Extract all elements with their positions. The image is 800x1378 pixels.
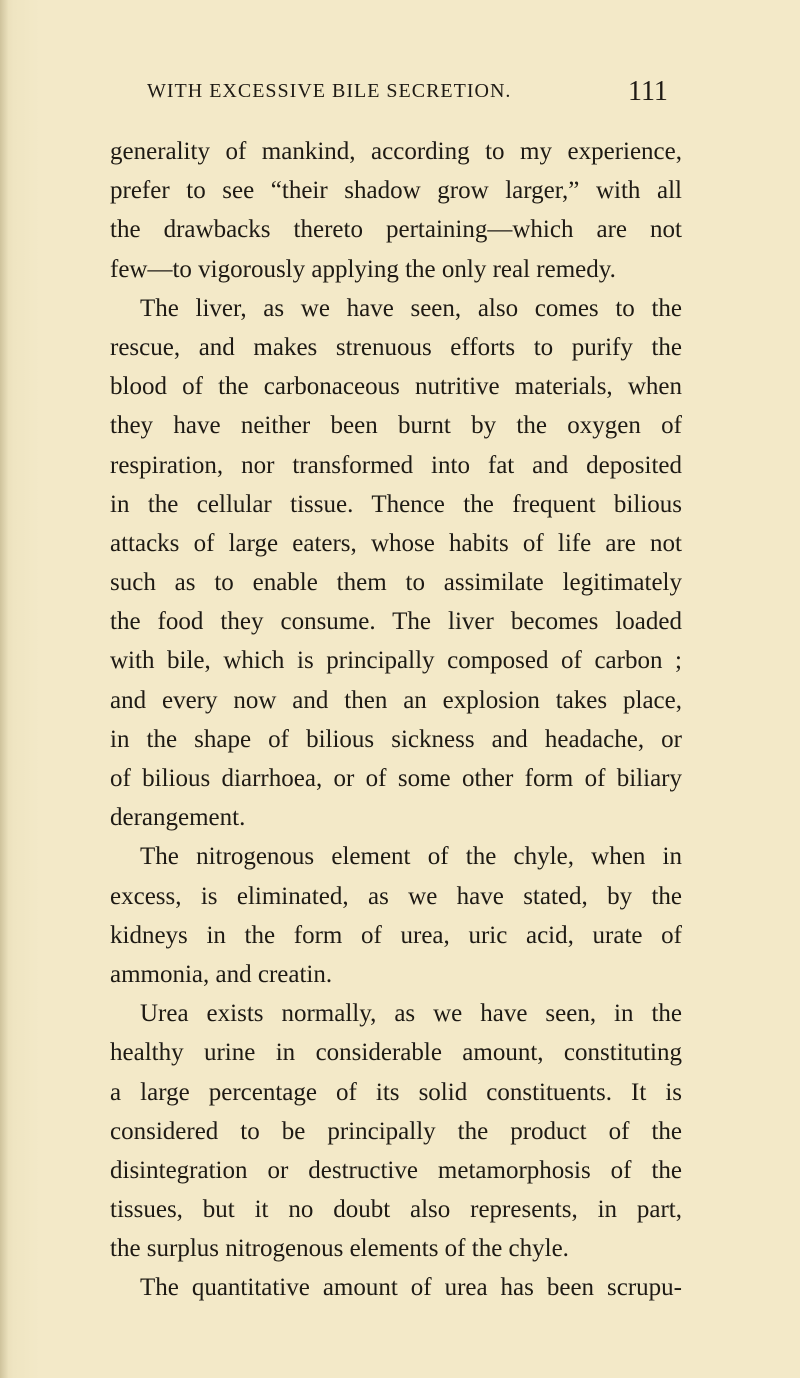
running-head — [0, 76, 800, 110]
text-line: of bilious diarrhoea, or of some other form of biliary — [110, 765, 682, 792]
text-line: they have neither been burnt by the oxygen of — [110, 412, 682, 440]
text-line: excess, is eliminated, as we have stated, by the — [110, 882, 682, 910]
text-line: the food they consume. The liver becomes loaded — [110, 608, 682, 636]
page-number: 111 — [628, 76, 668, 107]
text-line: The quantitative amount of urea has been scrupu- — [140, 1274, 682, 1302]
text-line: generality of mankind, according to my experience, — [110, 138, 682, 165]
page-gutter-shadow — [0, 0, 8, 1378]
text-line: ammonia, and creatin. — [110, 960, 333, 988]
text-line: disintegration or destructive metamorphosis of the — [110, 1156, 682, 1184]
text-line: prefer to see “their shadow grow larger,” with all — [110, 177, 682, 205]
text-line: considered to be principally the product of the — [110, 1117, 682, 1145]
text-line: with bile, which is principally composed of carbon ; — [110, 647, 682, 675]
text-line: The liver, as we have seen, also comes to the — [140, 294, 682, 322]
body-text — [110, 132, 682, 1308]
text-line: tissues, but it no doubt also represents, in part, — [110, 1196, 682, 1224]
text-line: such as to enable them to assimilate legitimately — [110, 569, 682, 597]
text-line: in the cellular tissue. Thence the frequent bilious — [110, 490, 682, 518]
text-line: respiration, nor transformed into fat and deposited — [110, 451, 682, 479]
text-line: the surplus nitrogenous elements of the chyle. — [110, 1235, 569, 1263]
text-line: few—to vigorously applying the only real remedy. — [110, 255, 616, 283]
text-line: a large percentage of its solid constituents. It is — [110, 1078, 682, 1106]
running-head-title: WITH EXCESSIVE BILE SECRETION. — [147, 80, 512, 102]
text-line: rescue, and makes strenuous efforts to purify the — [110, 333, 682, 361]
text-line: and every now and then an explosion takes place, — [110, 686, 682, 714]
text-line: kidneys in the form of urea, uric acid, urate of — [110, 921, 682, 949]
text-line: derangement. — [110, 804, 246, 832]
text-line: attacks of large eaters, whose habits of life are not — [110, 529, 682, 557]
text-line: the drawbacks thereto pertaining—which are not — [110, 216, 682, 244]
text-line: blood of the carbonaceous nutritive materials, when — [110, 373, 682, 401]
text-line: healthy urine in considerable amount, constituting — [110, 1039, 682, 1067]
text-line: in the shape of bilious sickness and headache, or — [110, 725, 682, 753]
text-line: The nitrogenous element of the chyle, when in — [140, 843, 682, 871]
text-line: Urea exists normally, as we have seen, in the — [140, 1000, 682, 1028]
